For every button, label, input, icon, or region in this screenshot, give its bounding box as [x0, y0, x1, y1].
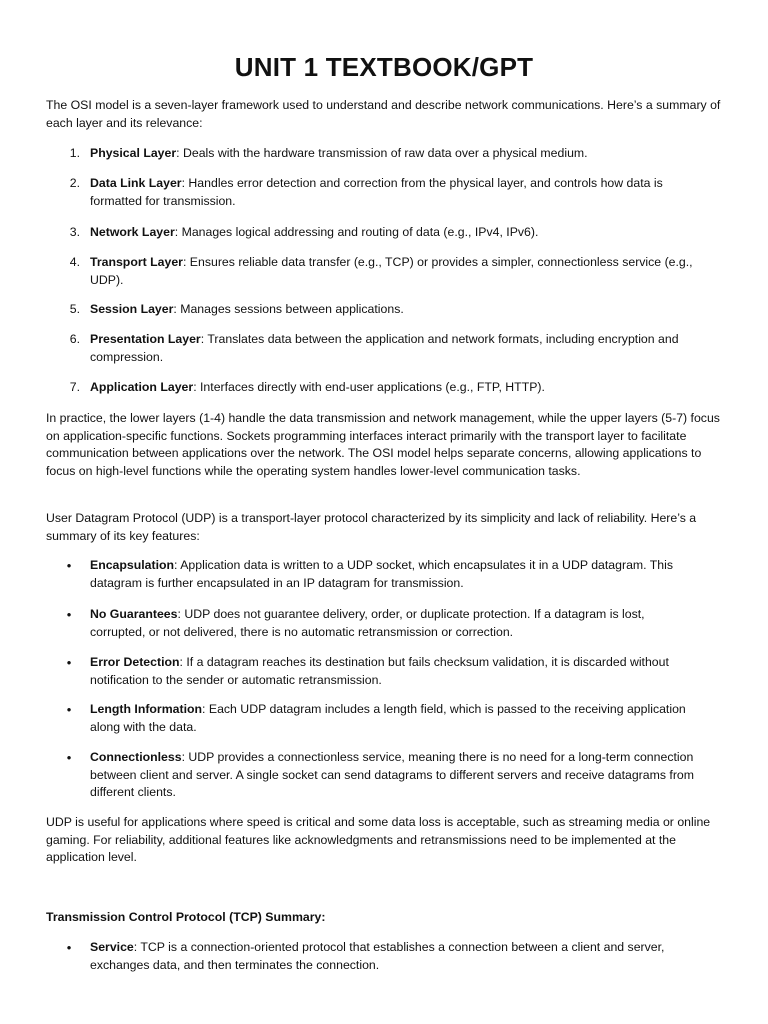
list-item-body — [90, 749, 702, 802]
list-item-body — [90, 301, 702, 319]
feature-term: Connectionless — [90, 750, 182, 764]
layer-description: : Deals with the hardware transmission of raw data over a physical medium. — [176, 146, 588, 160]
feature-description: : If a datagram reaches its destination but fails checksum validation, it is discarded without notification to the sender or automatic retransmission. — [90, 655, 669, 687]
list-item-body — [90, 606, 702, 641]
list-number: 1. — [69, 146, 80, 160]
list-item-body — [90, 379, 702, 397]
feature-term: Error Detection — [90, 655, 180, 669]
layer-term: Network Layer — [90, 225, 175, 239]
bullet-icon: • — [66, 655, 72, 670]
list-number: 5. — [69, 302, 80, 316]
list-number: 4. — [69, 255, 80, 269]
layer-description: : Manages sessions between applications. — [173, 302, 404, 316]
bullet-icon: • — [66, 607, 72, 622]
list-item-body — [90, 701, 702, 736]
list-item-body — [90, 224, 702, 242]
udp-intro-paragraph: User Datagram Protocol (UDP) is a transport-layer protocol characterized by its simplicity and lack of reliability. Here’s a summary of its key features: — [46, 511, 697, 543]
feature-term: Encapsulation — [90, 558, 175, 572]
bullet-icon: • — [66, 750, 72, 765]
layer-term: Application Layer — [90, 380, 194, 394]
layer-term: Data Link Layer — [90, 176, 182, 190]
layer-description: : Translates data between the application and network formats, including encryption and compression. — [90, 332, 679, 364]
page-title: UNIT 1 TEXTBOOK/GPT — [234, 52, 534, 82]
feature-description: : Application data is written to a UDP socket, which encapsulates it in a UDP datagram. This datagram is further encapsulated in an IP datagram for transmission. — [90, 558, 674, 590]
layer-description: : Interfaces directly with end-user applications (e.g., FTP, HTTP). — [193, 380, 545, 394]
list-item-body — [90, 654, 702, 689]
feature-description: : Each UDP datagram includes a length field, which is passed to the receiving application along with the data. — [90, 702, 686, 734]
list-item-body — [90, 254, 702, 289]
layer-term: Transport Layer — [90, 255, 183, 269]
list-number: 2. — [69, 176, 80, 190]
feature-description: : UDP provides a connectionless service, meaning there is no need for a long-term connection between client and server. A single socket can send datagrams to different servers and receive datagrams from different clients. — [90, 750, 695, 799]
list-item-body — [90, 175, 702, 210]
list-number: 3. — [69, 225, 80, 239]
list-number: 6. — [69, 332, 80, 346]
list-number: 7. — [69, 380, 80, 394]
bullet-icon: • — [66, 940, 72, 955]
list-item-body — [90, 331, 702, 366]
bullet-icon: • — [66, 558, 72, 573]
bullet-icon: • — [66, 702, 72, 717]
layer-description: : Ensures reliable data transfer (e.g., TCP) or provides a simpler, connectionless service (e.g., UDP). — [90, 255, 693, 287]
layer-term: Session Layer — [90, 302, 174, 316]
list-item-body — [90, 145, 702, 163]
feature-term: Length Information — [90, 702, 203, 716]
feature-term: No Guarantees — [90, 607, 178, 621]
osi-summary-paragraph: In practice, the lower layers (1-4) handle the data transmission and network management, while the upper layers (5-7) focus on application-specific functions. Sockets programming interfaces interact primarily with the transport layer to facilitate communication between applications over the network. The OSI model helps separate concerns, allowing applications to focus on high-level functions while the operating system handles lower-level communication tasks. — [46, 411, 720, 478]
layer-term: Physical Layer — [90, 146, 177, 160]
feature-description: : TCP is a connection-oriented protocol that establishes a connection between a client and server, exchanges data, and then terminates the connection. — [90, 940, 665, 972]
layer-term: Presentation Layer — [90, 332, 201, 346]
layer-description: : Handles error detection and correction from the physical layer, and controls how data is formatted for transmission. — [90, 176, 663, 208]
osi-intro-paragraph: The OSI model is a seven-layer framework used to understand and describe network communications. Here’s a summary of each layer and its relevance: — [46, 98, 721, 130]
feature-term: Service — [90, 940, 134, 954]
udp-summary-paragraph: UDP is useful for applications where speed is critical and some data loss is acceptable, such as streaming media or online gaming. For reliability, additional features like acknowledgments and retransmissions need to be implemented at the application level. — [46, 815, 711, 864]
feature-description: : UDP does not guarantee delivery, order, or duplicate protection. If a datagram is lost, corrupted, or not delivered, there is no automatic retransmission or correction. — [90, 607, 645, 639]
list-item-body — [90, 557, 702, 592]
tcp-heading: Transmission Control Protocol (TCP) Summary: — [46, 910, 326, 924]
layer-description: : Manages logical addressing and routing of data (e.g., IPv4, IPv6). — [174, 225, 539, 239]
list-item-body — [90, 939, 702, 974]
